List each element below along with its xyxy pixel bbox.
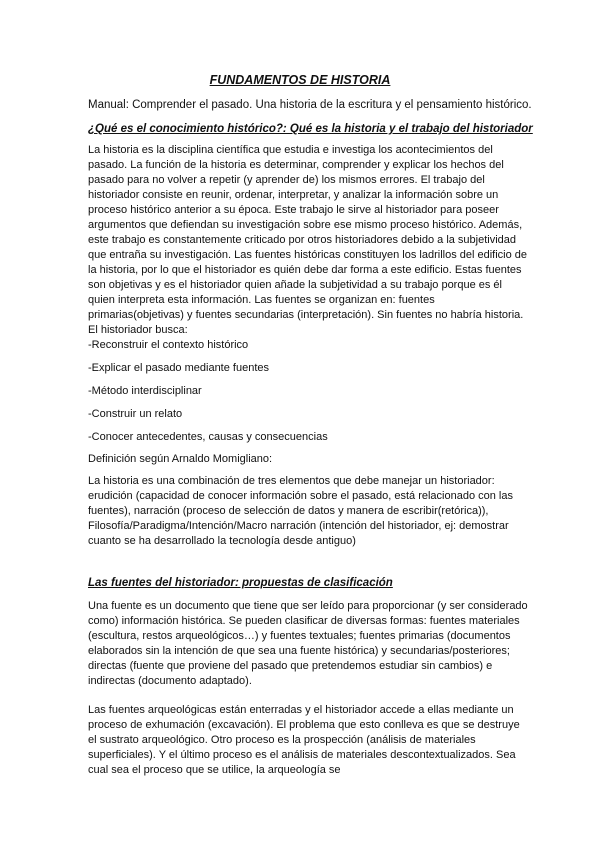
list-item: -Conocer antecedentes, causas y consecuencias <box>88 431 328 443</box>
paragraph-fuentes-2: Las fuentes arqueológicas están enterradas y el historiador accede a ellas mediante un proceso de exhumación (excavación). El problema que esto conlleva es que se destruye el sustrato arqueológico. Otro proceso es la prospección (análisis de materiales superficiales). Y el último proceso es el análisis de materiales descontextualizados. Sea cual sea el proceso que se utilice, la arqueología se <box>88 704 520 776</box>
paragraph-fuentes-1: Una fuente es un documento que tiene que ser leído para proporcionar (y ser considerado como) información histórica. Se pueden clasificar de diversas formas: fuentes materiales (escultura, restos arqueológicos…) y fuentes textuales; fuentes primarias (documentos elaborados sin la intención de que sea una fuente histórica) y secundarias/posteriores; directas (fuente que proviene del pasado que pretendemos estudiar sin cambios) e indirectas (documento adaptado). <box>88 600 528 687</box>
definition-label: Definición según Arnaldo Momigliano: <box>88 453 273 465</box>
list-item: -Construir un relato <box>88 408 183 420</box>
list-item: -Método interdisciplinar <box>88 385 202 397</box>
paragraph-historia: La historia es la disciplina científica que estudia e investiga los acontecimientos del pasado. La función de la historia es determinar, comprender y explicar los hechos del pasado para no volver a repetir (y aprender de) los mismos errores. El trabajo del historiador consiste en reunir, ordenar, interpretar, y analizar la información sobre un proceso histórico anterior a su época. Este trabajo le sirve al historiador para poseer argumentos que defiendan su investigación sobre ese mismo proceso histórico. Además, este trabajo es constantemente criticado por otros historiadores debido a la subjetividad que entraña su investigación. Las fuentes históricas constituyen los ladrillos del edificio de la historia, por lo que el historiador es quién debe dar forma a este edificio. Estas fuentes son objetivas y es el historiador quien añade la subjetividad a su trabajo porque es él quien interpreta esta información. Las fuentes se organizan en: fuentes primarias(objetivas) y fuentes secundarias (interpretación). Sin fuentes no habría historia. El historiador busca: <box>88 144 528 336</box>
list-item: -Reconstruir el contexto histórico <box>88 339 249 351</box>
paragraph-definicion: La historia es una combinación de tres elementos que debe manejar un historiador: erudición (capacidad de conocer información sobre el pasado, está relacionado con las fuentes), narración (proceso de selección de datos y manera de escribir(retórica)), Filosofía/Paradigma/Intención/Macro narración (intención del historiador, ej: demostrar cuanto se ha desarrollado la tecnología desde antiguo) <box>88 475 513 547</box>
section-heading-historia: ¿Qué es el conocimiento histórico?: Qué es la historia y el trabajo del historiador <box>88 123 533 135</box>
document-subtitle: Manual: Comprender el pasado. Una historia de la escritura y el pensamiento histórico. <box>88 99 532 111</box>
section-heading-fuentes: Las fuentes del historiador: propuestas de clasificación <box>88 577 393 589</box>
document-title: FUNDAMENTOS DE HISTORIA <box>209 73 391 87</box>
list-item: -Explicar el pasado mediante fuentes <box>88 362 269 374</box>
